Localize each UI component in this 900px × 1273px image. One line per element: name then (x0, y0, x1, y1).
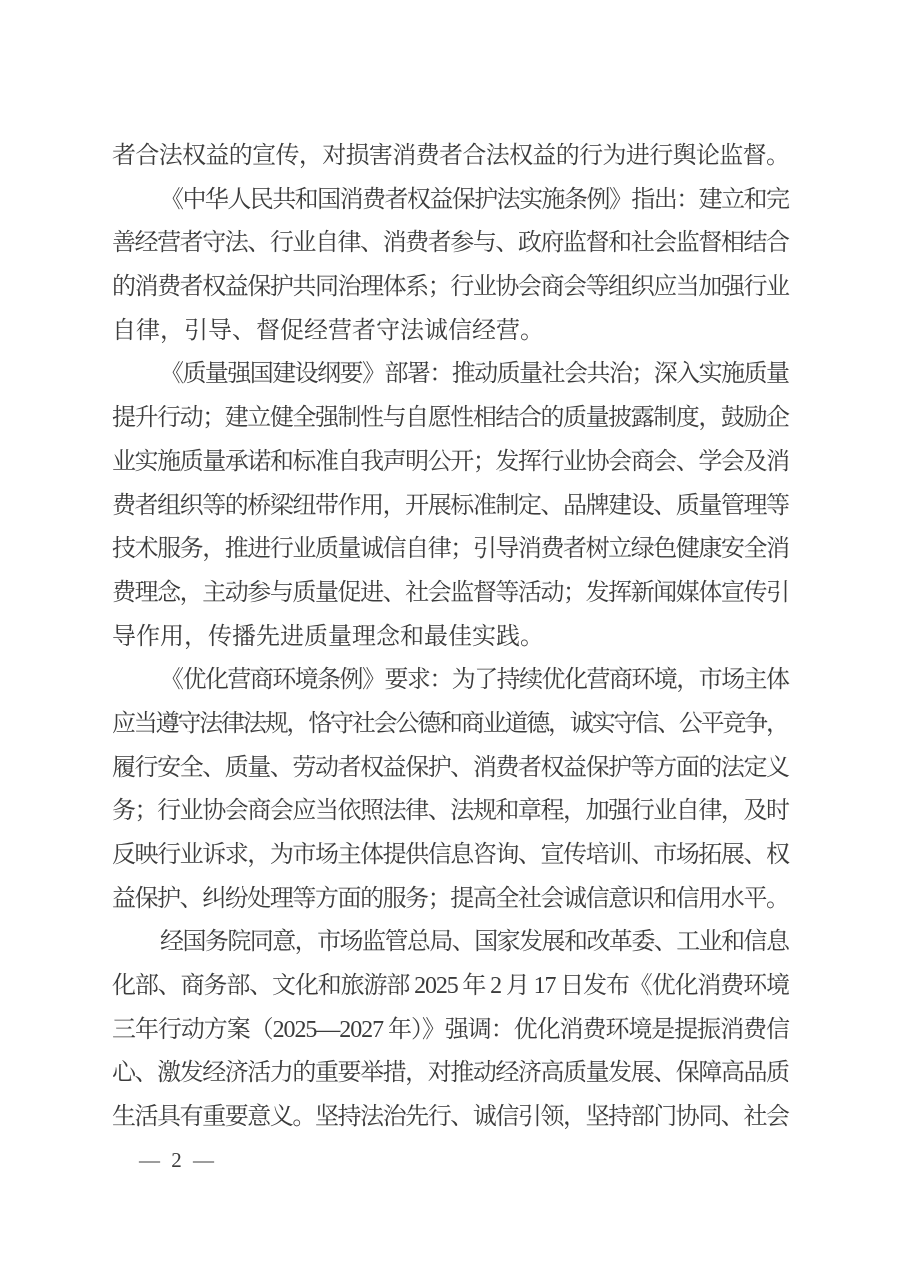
text-line: 技术服务，推进行业质量诚信自律；引导消费者树立绿色健康安全消 (112, 536, 789, 563)
text-line: 费理念，主动参与质量促进、社会监督等活动；发挥新闻媒体宣传引 (112, 579, 789, 606)
text-line: 务；行业协会商会应当依照法律、法规和章程，加强行业自律，及时 (112, 798, 789, 825)
paragraph (112, 135, 790, 179)
text-line: 反映行业诉求，为市场主体提供信息咨询、宣传培训、市场拓展、权 (112, 842, 789, 868)
text-line: 业实施质量承诺和标准自我声明公开；发挥行业协会商会、学会及消 (112, 448, 789, 475)
text-line: 自律，引导、督促经营者守法诚信经营。 (112, 317, 544, 344)
paragraph (112, 921, 790, 1139)
paragraph (112, 659, 790, 921)
text-line: 生活具有重要意义。坚持法治先行、诚信引领，坚持部门协同、社会 (112, 1104, 789, 1131)
page-number: — 2 — (139, 1148, 217, 1172)
paragraph (112, 179, 790, 354)
document-body (112, 135, 790, 1140)
text-line: 《优化营商环境条例》要求：为了持续优化营商环境，市场主体 (160, 667, 789, 694)
text-line: 三年行动方案（2025—2027 年）》强调：优化消费环境是提振消费信 (112, 1016, 789, 1043)
text-line: 的消费者权益保护共同治理体系；行业协会商会等组织应当加强行业 (112, 274, 789, 301)
text-line: 《中华人民共和国消费者权益保护法实施条例》指出：建立和完 (160, 186, 789, 213)
text-line: 《质量强国建设纲要》部署：推动质量社会共治；深入实施质量 (160, 361, 789, 388)
text-line: 心、激发经济活力的重要举措，对推动经济高质量发展、保障高品质 (112, 1060, 789, 1087)
text-line: 益保护、纠纷处理等方面的服务；提高全社会诚信意识和信用水平。 (112, 885, 789, 912)
text-line: 费者组织等的桥梁纽带作用，开展标准制定、品牌建设、质量管理等 (112, 492, 789, 519)
text-line: 善经营者守法、行业自律、消费者参与、政府监督和社会监督相结合 (112, 230, 789, 257)
text-line: 者合法权益的宣传，对损害消费者合法权益的行为进行舆论监督。 (112, 143, 790, 169)
text-line: 履行安全、质量、劳动者权益保护、消费者权益保护等方面的法定义 (112, 754, 789, 781)
text-line: 化部、商务部、文化和旅游部 2025 年 2 月 17 日发布《优化消费环境 (112, 973, 789, 1000)
text-line: 导作用，传播先进质量理念和最佳实践。 (112, 623, 544, 650)
text-line: 应当遵守法律法规，恪守社会公德和商业道德，诚实守信、公平竞争， (112, 710, 788, 737)
text-line: 提升行动；建立健全强制性与自愿性相结合的质量披露制度，鼓励企 (112, 405, 789, 432)
text-line: 经国务院同意，市场监管总局、国家发展和改革委、工业和信息 (160, 929, 789, 956)
paragraph (112, 353, 790, 659)
